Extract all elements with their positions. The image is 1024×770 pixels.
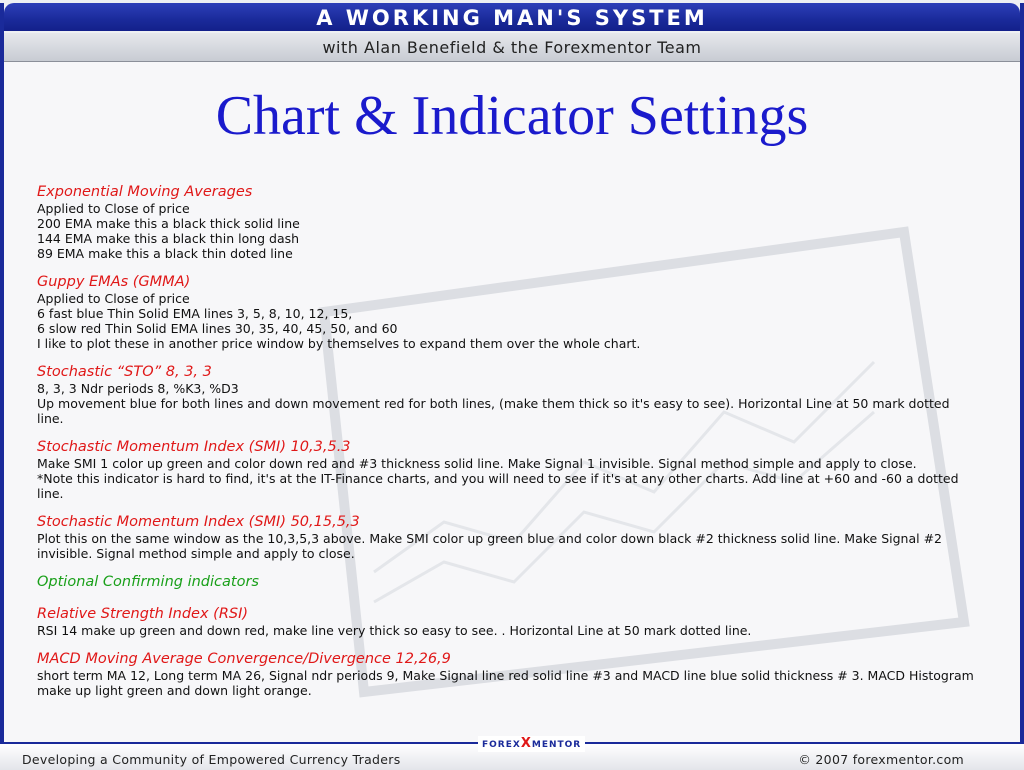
settings-sections xyxy=(37,183,977,710)
logo-forex: FOREX xyxy=(482,740,521,750)
banner-subtitle: with Alan Benefield & the Forexmentor Team xyxy=(322,38,702,57)
section-line: Plot this on the same window as the 10,3,5,3 above. Make SMI color up green blue and color down black #2 thickness solid line. Make Signal #2 invisible. Signal method simple and apply to close. xyxy=(37,531,942,561)
section-line: 6 slow red Thin Solid EMA lines 30, 35, 40, 45, 50, and 60 xyxy=(37,321,398,336)
section-ema xyxy=(37,183,977,261)
forexmentor-logo xyxy=(478,736,585,752)
section-line: 144 EMA make this a black thin long dash xyxy=(37,231,300,246)
footer xyxy=(0,736,1024,770)
section-line: 200 EMA make this a black thick solid line xyxy=(37,216,300,231)
section-line: RSI 14 make up green and down red, make line very thick so easy to see. . Horizontal Line at 50 mark dotted line. xyxy=(37,623,752,638)
logo-x: X xyxy=(520,736,532,751)
section-rsi xyxy=(37,605,977,638)
footer-tagline: Developing a Community of Empowered Currency Traders xyxy=(22,752,401,767)
section-smi-50 xyxy=(37,513,977,561)
section-stochastic xyxy=(37,363,977,426)
section-title: Relative Strength Index (RSI) xyxy=(37,606,249,622)
section-title: Stochastic Momentum Index (SMI) 50,15,5,3 xyxy=(37,514,360,530)
section-gmma xyxy=(37,273,977,351)
section-line: Up movement blue for both lines and down movement red for both lines, (make them thick so it's easy to see). Horizontal Line at 50 mark dotted line. xyxy=(37,396,950,426)
section-title: Stochastic Momentum Index (SMI) 10,3,5.3 xyxy=(37,439,351,455)
section-title: Stochastic “STO” 8, 3, 3 xyxy=(37,364,212,380)
section-line: 6 fast blue Thin Solid EMA lines 3, 5, 8, 10, 12, 15, xyxy=(37,306,353,321)
section-line: 8, 3, 3 Ndr periods 8, %K3, %D3 xyxy=(37,381,239,396)
logo-mentor: MENTOR xyxy=(531,740,582,750)
section-macd xyxy=(37,650,977,698)
subtitle-banner xyxy=(4,33,1020,62)
section-line: Applied to Close of price xyxy=(37,291,190,306)
footer-copyright: © 2007 forexmentor.com xyxy=(798,752,964,767)
section-title: Optional Confirming indicators xyxy=(37,574,259,590)
section-optional xyxy=(37,573,977,591)
header-banner xyxy=(4,3,1020,31)
page-title: Chart & Indicator Settings xyxy=(215,85,809,147)
section-title: Exponential Moving Averages xyxy=(37,184,253,200)
section-line: *Note this indicator is hard to find, it's at the IT-Finance charts, and you will need to see if it's at any other charts. Add line at +60 and -60 a dotted line. xyxy=(37,471,959,501)
section-title: MACD Moving Average Convergence/Divergence 12,26,9 xyxy=(37,651,451,667)
section-line: Applied to Close of price xyxy=(37,201,190,216)
section-line: short term MA 12, Long term MA 26, Signal ndr periods 9, Make Signal line red solid line #3 and MACD line blue solid thickness # 3. MACD Histogram make up light green and down light orange. xyxy=(37,668,974,698)
section-smi-10 xyxy=(37,438,977,501)
section-line: 89 EMA make this a black thin doted line xyxy=(37,246,293,261)
banner-title: A WORKING MAN'S SYSTEM xyxy=(316,6,708,30)
section-line: I like to plot these in another price window by themselves to expand them over the whole chart. xyxy=(37,336,641,351)
section-line: Make SMI 1 color up green and color down red and #3 thickness solid line. Make Signal 1 invisible. Signal method simple and apply to close. xyxy=(37,456,917,471)
section-title: Guppy EMAs (GMMA) xyxy=(37,274,191,290)
